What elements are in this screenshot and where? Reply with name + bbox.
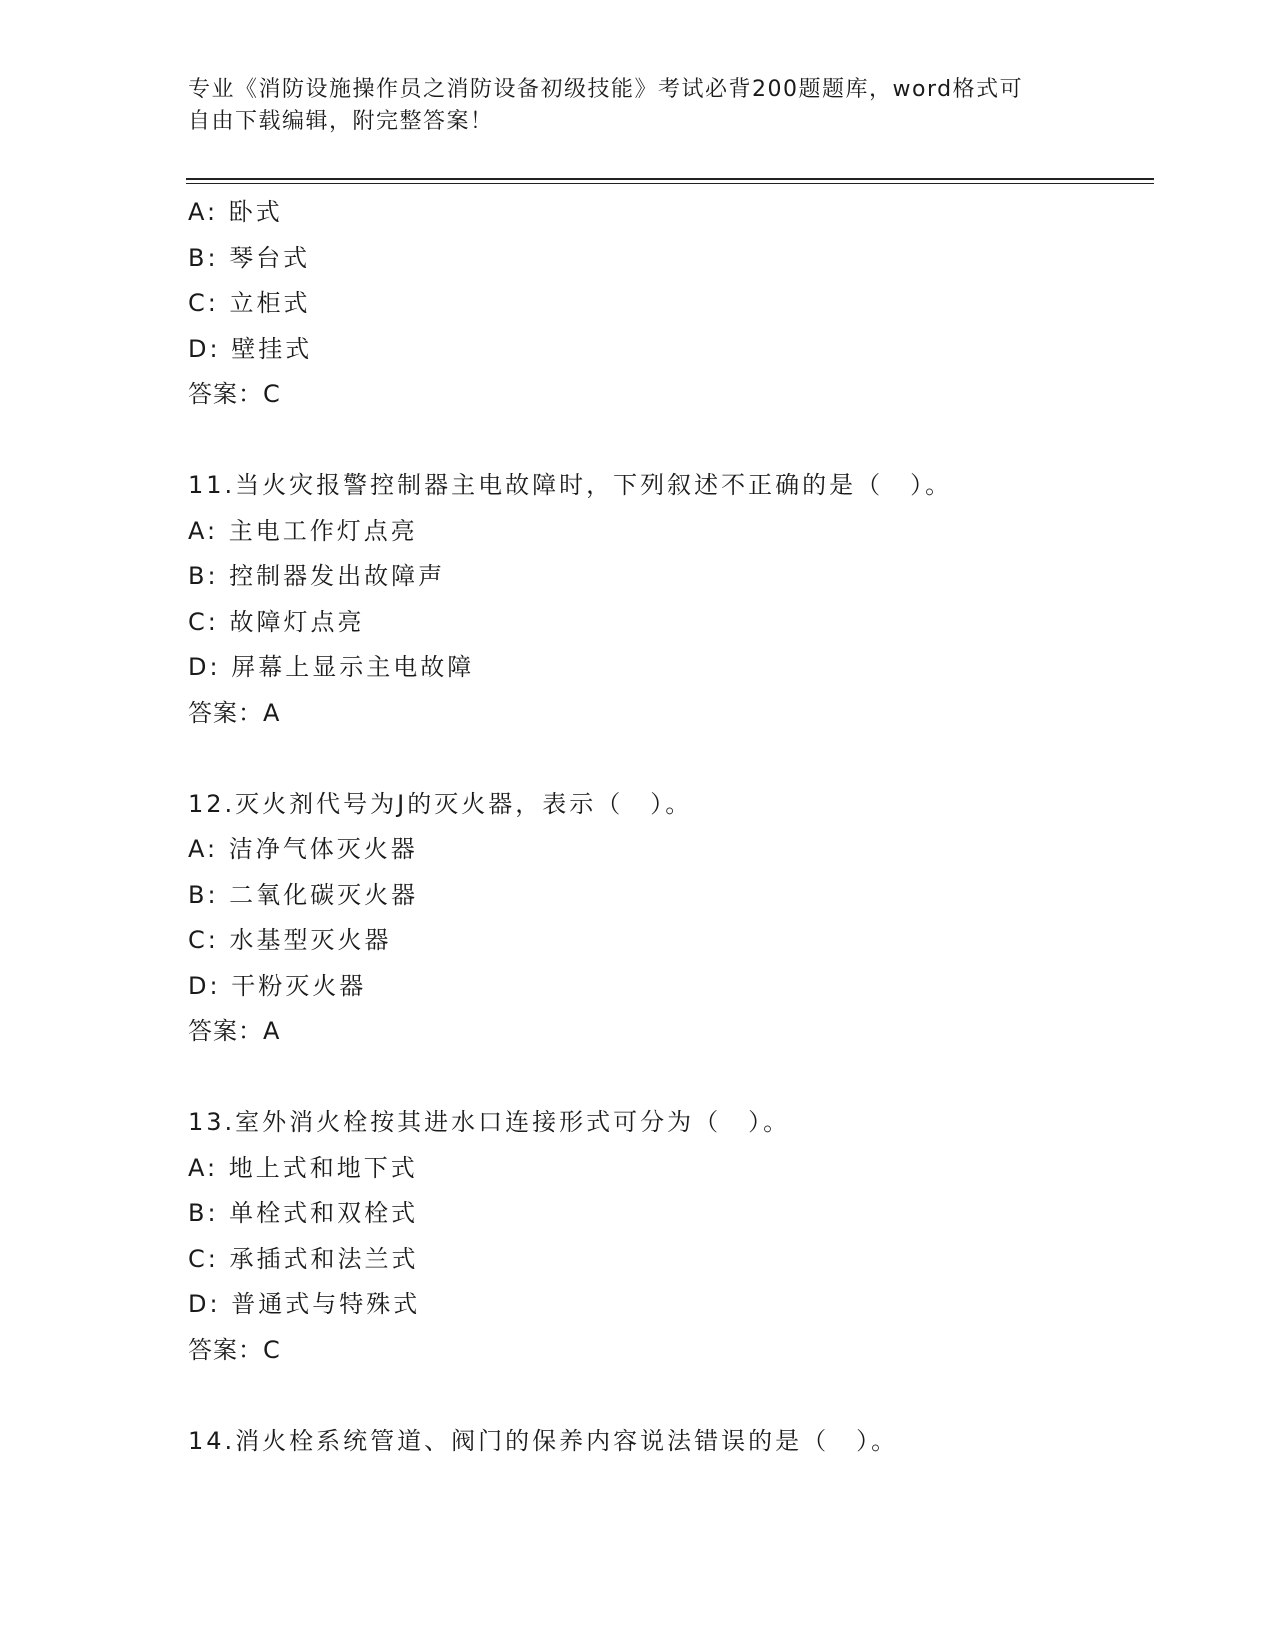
document-header bbox=[188, 74, 1068, 138]
header-title-line-2: 自由下载编辑，附完整答案！ bbox=[188, 109, 494, 134]
option-c: C: 故障灯点亮 bbox=[188, 607, 365, 636]
option-d: D: 普通式与特殊式 bbox=[188, 1290, 421, 1318]
answer-line: 答案：A bbox=[188, 698, 281, 727]
question-text: 14.消火栓系统管道、阀门的保养内容说法错误的是（ ）。 bbox=[188, 1426, 899, 1455]
option-a: A: 洁净气体灭火器 bbox=[188, 835, 418, 863]
question-block-10 bbox=[188, 190, 1148, 418]
option-d: D: 屏幕上显示主电故障 bbox=[188, 653, 475, 681]
option-d: D: 干粉灭火器 bbox=[188, 971, 367, 1000]
option-c: C: 水基型灭火器 bbox=[188, 926, 392, 954]
option-a: A: 卧式 bbox=[188, 198, 283, 226]
question-block-12 bbox=[188, 782, 1148, 1055]
header-divider-thick bbox=[186, 178, 1154, 180]
option-d: D: 壁挂式 bbox=[188, 334, 313, 363]
answer-line: 答案：C bbox=[188, 1335, 281, 1364]
question-text: 12.灭火剂代号为J的灭火器，表示（ ）。 bbox=[188, 789, 693, 818]
spacer bbox=[188, 418, 1148, 464]
question-text: 11.当火灾报警控制器主电故障时，下列叙述不正确的是（ ）。 bbox=[188, 471, 953, 499]
option-a: A: 主电工作灯点亮 bbox=[188, 516, 418, 545]
spacer bbox=[188, 736, 1148, 782]
option-b: B: 控制器发出故障声 bbox=[188, 562, 446, 590]
answer-line: 答案：A bbox=[188, 1017, 281, 1045]
option-b: B: 单栓式和双栓式 bbox=[188, 1199, 419, 1227]
option-a: A: 地上式和地下式 bbox=[188, 1153, 418, 1182]
header-divider-thin bbox=[186, 183, 1154, 184]
question-text: 13.室外消火栓按其进水口连接形式可分为（ ）。 bbox=[188, 1108, 791, 1136]
option-b: B: 琴台式 bbox=[188, 243, 311, 272]
question-block-11 bbox=[188, 463, 1148, 736]
question-list bbox=[188, 190, 1148, 1464]
option-b: B: 二氧化碳灭火器 bbox=[188, 880, 419, 909]
header-title-line-1: 专业《消防设施操作员之消防设备初级技能》考试必背200题题库，word格式可 bbox=[188, 77, 1024, 102]
answer-line: 答案：C bbox=[188, 380, 281, 408]
option-c: C: 立柜式 bbox=[188, 289, 311, 317]
spacer bbox=[188, 1373, 1148, 1419]
option-c: C: 承插式和法兰式 bbox=[188, 1244, 419, 1273]
spacer bbox=[188, 1055, 1148, 1101]
question-block-13 bbox=[188, 1100, 1148, 1373]
question-block-14 bbox=[188, 1419, 1148, 1465]
